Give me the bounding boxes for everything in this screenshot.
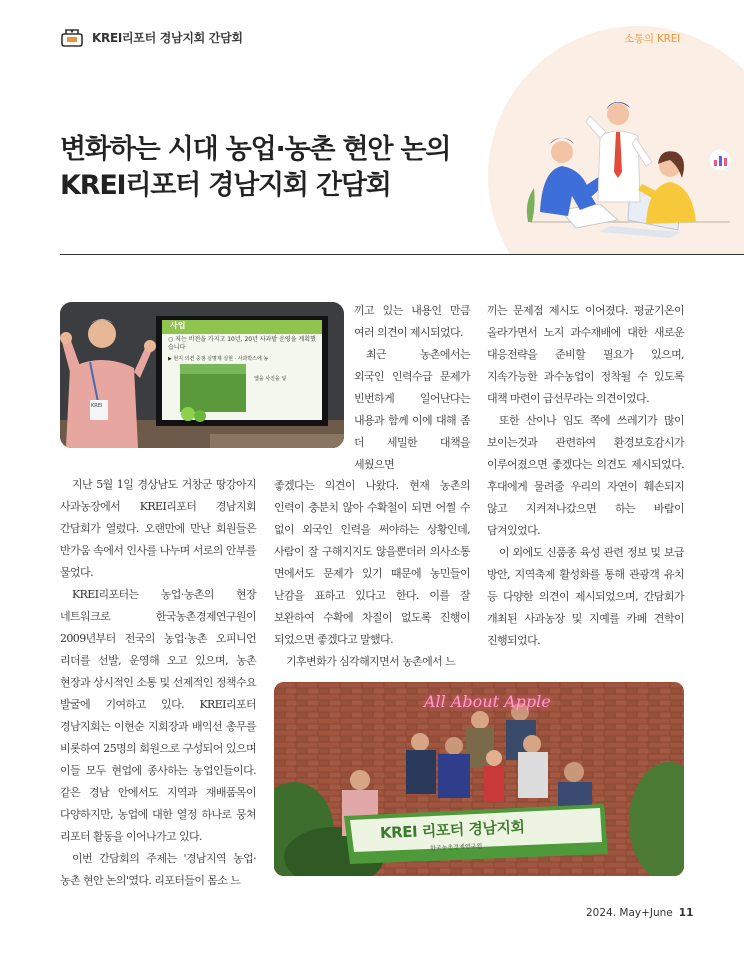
paragraph: 기후변화가 심각해지면서 농촌에서 느 — [286, 655, 456, 668]
banner-title: KREI 리포터 경남지회 — [379, 817, 525, 843]
paragraph: 끼고 있는 내용인 만큼 여러 의견이 제시되었다. — [354, 304, 470, 339]
paragraph: 이번 간담회의 주제는 '경남지역 농업·농촌 현안 논의'였다. 리포터들이 몸소 느 — [60, 852, 256, 887]
text-column-3 — [487, 300, 684, 652]
paragraph: 최근 농촌에서는 외국인 인력수급 문제가 빈번하게 일어난다는 내용과 함께 이에 대해 좀 더 세밀한 대책을 세웠으면 — [354, 348, 470, 471]
title-divider — [60, 254, 744, 255]
paragraph: 좋겠다는 의견이 나왔다. 현재 농촌의 인력이 충분치 않아 수확철이 되면 어쩔 수 없이 외국인 인력을 써야하는 상황인데, 사람이 잘 구해지지도 않을뿐더러 의사소통 면에서도 문제가 있기 때문에 농민들이 난감을 표하고 있다고 한다. 이를 잘 보완하여 수확에 차질이 없도록 진행이 되었으면 좋겠다고 말했다. — [274, 479, 470, 646]
text-column-2-top — [354, 300, 470, 476]
paragraph: 끼는 문제점 제시도 이어졌다. 평균기온이 올라가면서 노지 과수재배에 대한 새로운 대응전략을 준비할 필요가 있으며, 지속가능한 과수농업이 정착될 수 있도록 대책 마련이 급선무라는 의견이었다. — [487, 304, 684, 405]
group-photo — [274, 682, 684, 876]
paragraph: 이 외에도 신품종 육성 관련 정보 및 보급 방안, 지역축제 활성화를 통해 관광객 유치 등 다양한 의견이 제시되었으며, 간담회가 개최된 사과농장 및 지예를 카페 견학이 진행되었다. — [487, 546, 684, 647]
reporter-logo-icon — [60, 26, 84, 50]
slide-heading: 사업 — [170, 321, 186, 330]
page-footer — [586, 907, 693, 919]
page-number: 11 — [678, 907, 694, 919]
presentation-photo — [60, 302, 344, 448]
text-column-1 — [60, 474, 256, 892]
team-meeting-illustration — [520, 92, 740, 250]
text-column-2-bottom — [274, 475, 470, 673]
slide-line-2: ▶ 현지 의견 중점 실명제 실현 · 사과박스에 농 — [168, 356, 269, 362]
name-tag: KREI — [91, 403, 103, 409]
paragraph: 또한 산이나 임도 쪽에 쓰레기가 많이 보이는것과 관련하여 환경보호감시가 이루어졌으면 좋겠다는 의견도 제시되었다. 후대에게 물려줄 우리의 자연이 훼손되지 않고 지켜져나갔으면 하는 바람이 담겨있었다. — [487, 414, 684, 537]
article-title-line1: 변화하는 시대 농업·농촌 현안 논의 — [60, 134, 451, 165]
article-title — [60, 132, 490, 204]
slide-line-1: ○ 저는 비전을 가지고 10년, 20년 사과밭 운영을 계획했습니다 — [168, 336, 316, 351]
paragraph: KREI리포터는 농업·농촌의 현장 네트워크로 한국농촌경제연구원이 2009년부터 전국의 농업·농촌 오피니언 리더를 선발, 운영해 오고 있으며, 농촌 현장과 상시적인 소통 및 선제적인 정책수요 발굴에 기여하고 있다. KREI리포터 경남지회는 이현순 지회장과 배익선 총무를 비롯하여 25명의 회원으로 구성되어 있으며 이들 모두 현업에 종사하는 농업인들이다. 같은 경남 안에서도 지역과 재배품목이 다양하지만, 농업에 대한 열정 하나로 뭉쳐 리포터 활동을 이어나가고 있다. — [60, 588, 256, 843]
slide-line-3: 앱을 사진을 넣 — [254, 376, 287, 382]
article-title-line2: KREI리포터 경남지회 간담회 — [60, 170, 391, 201]
header-title: KREI리포터 경남지회 간담회 — [92, 31, 243, 45]
banner-subtitle: 한국농촌경제연구원 — [429, 842, 483, 853]
neon-sign: All About Apple — [424, 692, 551, 711]
issue-label: 2024. May+June — [586, 907, 673, 919]
paragraph: 지난 5월 1일 경상남도 거창군 땅강아지 사과농장에서 KREI리포터 경남지회 간담회가 열렸다. 오랜만에 만난 회원들은 반가움 속에서 인사를 나누며 서로의 안부를 물었다. — [60, 478, 256, 579]
section-label: 소통의 KREI — [624, 33, 681, 45]
